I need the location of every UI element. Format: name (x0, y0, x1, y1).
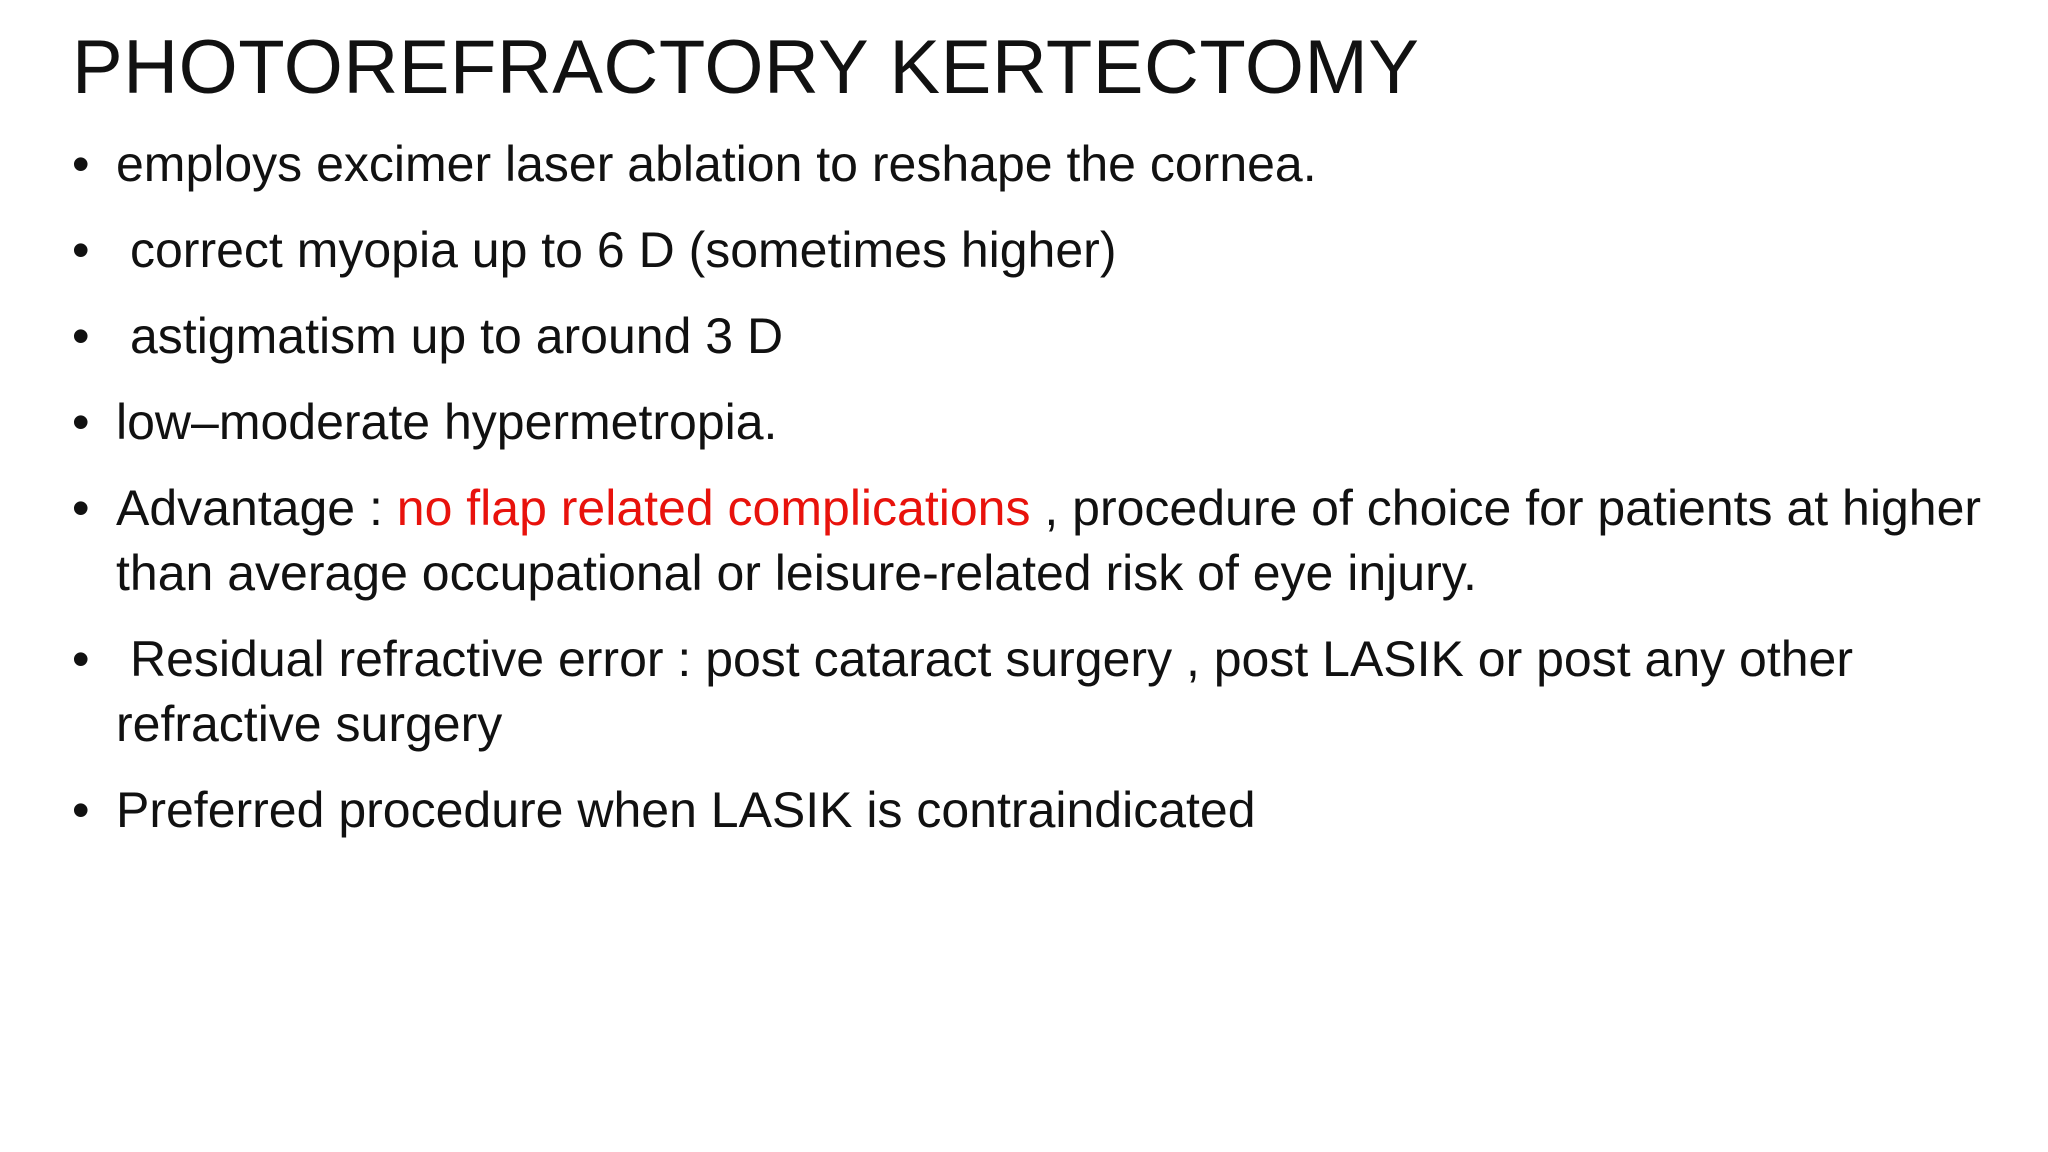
bullet-text: employs excimer laser ablation to reshape the cornea. (116, 136, 1317, 192)
highlighted-text: no flap related complications (396, 480, 1031, 536)
bullet-item (72, 218, 1992, 283)
bullet-icon: • (72, 308, 90, 364)
bullet-text: Preferred procedure when LASIK is contraindicated (116, 782, 1256, 838)
bullet-list (72, 132, 1992, 864)
bullet-icon: • (72, 222, 90, 278)
advantage-label: Advantage : (116, 480, 397, 536)
slide-title: PHOTOREFRACTORY KERTECTOMY (72, 25, 1420, 110)
bullet-item (72, 304, 1992, 369)
bullet-text: correct myopia up to 6 D (sometimes higher) (130, 222, 1117, 278)
advantage-detail: , procedure of choice for patients at higher than average occupational or leisure-related risk of eye injury. (116, 480, 1982, 601)
bullet-item (72, 627, 1992, 757)
bullet-icon: • (72, 136, 90, 192)
bullet-text: Residual refractive error : post cataract surgery , post LASIK or post any other refractive surgery (116, 631, 1853, 752)
bullet-item-advantage (72, 476, 1992, 606)
bullet-item (72, 390, 1992, 455)
bullet-item (72, 132, 1992, 197)
bullet-icon: • (72, 480, 90, 536)
bullet-item (72, 778, 1992, 843)
bullet-text: astigmatism up to around 3 D (130, 308, 784, 364)
bullet-text (116, 480, 1981, 601)
bullet-text: low–moderate hypermetropia. (116, 394, 778, 450)
bullet-icon: • (72, 631, 90, 687)
bullet-icon: • (72, 782, 90, 838)
bullet-icon: • (72, 394, 90, 450)
